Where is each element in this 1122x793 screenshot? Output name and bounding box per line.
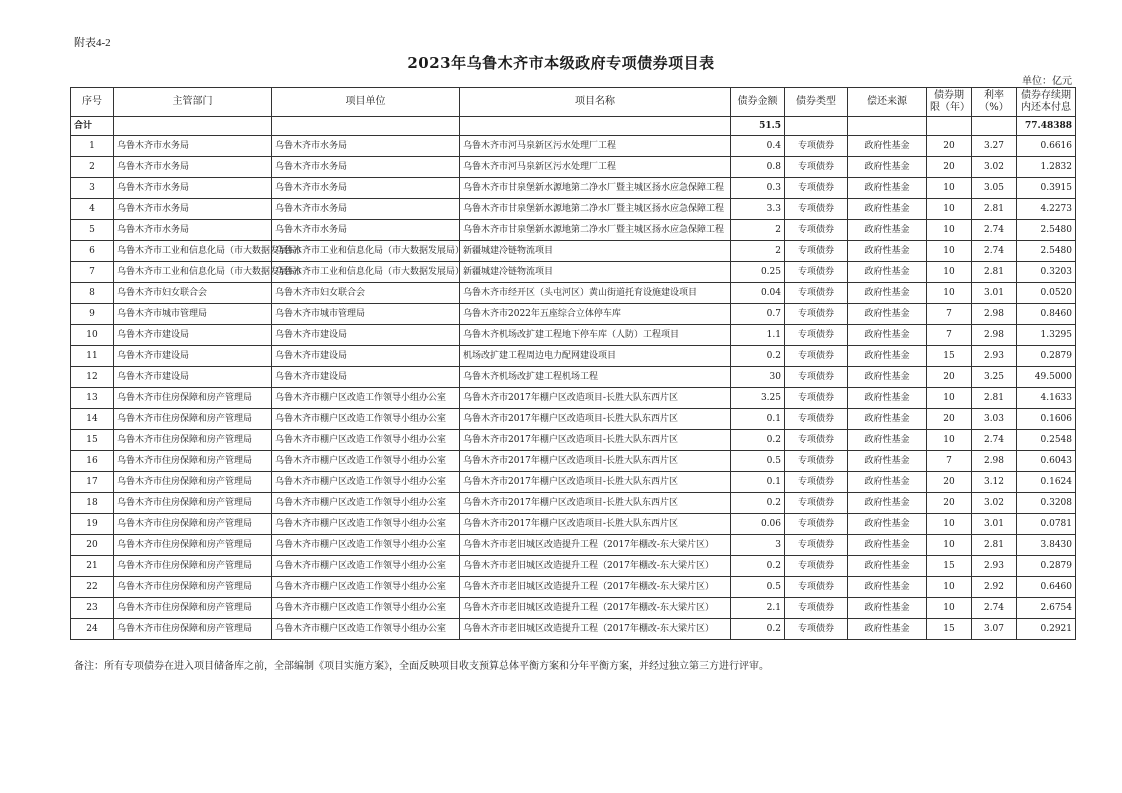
cell-dept: 乌鲁木齐市建设局 <box>114 346 272 367</box>
cell-unit: 乌鲁木齐市妇女联合会 <box>272 283 460 304</box>
cell-term: 10 <box>927 262 972 283</box>
cell-source: 政府性基金 <box>848 472 927 493</box>
cell-no: 4 <box>71 199 114 220</box>
cell-source: 政府性基金 <box>848 409 927 430</box>
cell-amount: 0.06 <box>731 514 785 535</box>
table-row <box>71 325 1076 346</box>
cell-repay: 0.6460 <box>1017 577 1076 598</box>
cell-source: 政府性基金 <box>848 451 927 472</box>
cell-dept: 乌鲁木齐市住房保障和房产管理局 <box>114 598 272 619</box>
cell-unit: 乌鲁木齐市水务局 <box>272 199 460 220</box>
cell-repay: 0.1606 <box>1017 409 1076 430</box>
cell-unit: 乌鲁木齐市棚户区改造工作领导小组办公室 <box>272 535 460 556</box>
cell-unit: 乌鲁木齐市棚户区改造工作领导小组办公室 <box>272 451 460 472</box>
footnote: 备注：所有专项债券在进入项目储备库之前，全部编制《项目实施方案》，全面反映项目收支预算总体平衡方案和分年平衡方案，并经过独立第三方进行评审。 <box>74 661 769 672</box>
cell-rate: 2.92 <box>972 577 1017 598</box>
cell-type: 专项债券 <box>785 157 848 178</box>
total-cell-empty <box>927 117 972 136</box>
cell-type: 专项债券 <box>785 199 848 220</box>
cell-term: 10 <box>927 430 972 451</box>
cell-rate: 3.25 <box>972 367 1017 388</box>
cell-dept: 乌鲁木齐市水务局 <box>114 178 272 199</box>
cell-dept: 乌鲁木齐市城市管理局 <box>114 304 272 325</box>
cell-repay: 1.3295 <box>1017 325 1076 346</box>
table-row <box>71 367 1076 388</box>
cell-type: 专项债券 <box>785 451 848 472</box>
total-label: 合计 <box>71 117 114 136</box>
cell-repay: 1.2832 <box>1017 157 1076 178</box>
cell-dept: 乌鲁木齐市住房保障和房产管理局 <box>114 430 272 451</box>
cell-term: 20 <box>927 157 972 178</box>
appendix-label: 附表4-2 <box>74 37 111 49</box>
cell-project: 乌鲁木齐市老旧城区改造提升工程（2017年棚改-东大梁片区） <box>460 577 731 598</box>
cell-amount: 3.25 <box>731 388 785 409</box>
cell-amount: 2 <box>731 241 785 262</box>
cell-project: 乌鲁木齐市经开区（头屯河区）黄山街道托育设施建设项目 <box>460 283 731 304</box>
cell-type: 专项债券 <box>785 430 848 451</box>
cell-type: 专项债券 <box>785 346 848 367</box>
cell-dept: 乌鲁木齐市住房保障和房产管理局 <box>114 388 272 409</box>
total-cell-empty <box>272 117 460 136</box>
cell-amount: 0.3 <box>731 178 785 199</box>
cell-no: 22 <box>71 577 114 598</box>
table-row <box>71 136 1076 157</box>
cell-no: 11 <box>71 346 114 367</box>
table-row <box>71 346 1076 367</box>
cell-rate: 2.81 <box>972 262 1017 283</box>
cell-dept: 乌鲁木齐市水务局 <box>114 199 272 220</box>
cell-amount: 2.1 <box>731 598 785 619</box>
total-row <box>71 117 1076 136</box>
cell-source: 政府性基金 <box>848 619 927 640</box>
cell-project: 乌鲁木齐市2017年棚户区改造项目-长胜大队东西片区 <box>460 388 731 409</box>
cell-rate: 3.12 <box>972 472 1017 493</box>
cell-dept: 乌鲁木齐市住房保障和房产管理局 <box>114 556 272 577</box>
cell-project: 乌鲁木齐市2017年棚户区改造项目-长胜大队东西片区 <box>460 493 731 514</box>
cell-unit: 乌鲁木齐市建设局 <box>272 346 460 367</box>
cell-repay: 0.2879 <box>1017 346 1076 367</box>
cell-type: 专项债券 <box>785 241 848 262</box>
cell-project: 乌鲁木齐市2017年棚户区改造项目-长胜大队东西片区 <box>460 472 731 493</box>
cell-unit: 乌鲁木齐市棚户区改造工作领导小组办公室 <box>272 514 460 535</box>
cell-project: 乌鲁木齐市甘泉堡新水源地第二净水厂暨主城区扬水应急保障工程 <box>460 178 731 199</box>
cell-source: 政府性基金 <box>848 199 927 220</box>
cell-rate: 2.74 <box>972 430 1017 451</box>
cell-project: 乌鲁木齐市老旧城区改造提升工程（2017年棚改-东大梁片区） <box>460 598 731 619</box>
cell-type: 专项债券 <box>785 220 848 241</box>
cell-dept: 乌鲁木齐市水务局 <box>114 136 272 157</box>
cell-dept: 乌鲁木齐市建设局 <box>114 367 272 388</box>
cell-repay: 0.3208 <box>1017 493 1076 514</box>
cell-dept: 乌鲁木齐市住房保障和房产管理局 <box>114 619 272 640</box>
cell-type: 专项债券 <box>785 577 848 598</box>
table-row <box>71 241 1076 262</box>
cell-term: 20 <box>927 136 972 157</box>
cell-type: 专项债券 <box>785 493 848 514</box>
cell-repay: 2.5480 <box>1017 220 1076 241</box>
cell-term: 20 <box>927 493 972 514</box>
cell-unit: 乌鲁木齐市水务局 <box>272 157 460 178</box>
cell-no: 10 <box>71 325 114 346</box>
cell-project: 乌鲁木齐市老旧城区改造提升工程（2017年棚改-东大梁片区） <box>460 535 731 556</box>
cell-rate: 3.27 <box>972 136 1017 157</box>
cell-no: 2 <box>71 157 114 178</box>
cell-unit: 乌鲁木齐市工业和信息化局（市大数据发展局） <box>272 241 460 262</box>
cell-no: 19 <box>71 514 114 535</box>
total-cell-empty <box>785 117 848 136</box>
cell-source: 政府性基金 <box>848 220 927 241</box>
cell-source: 政府性基金 <box>848 535 927 556</box>
cell-repay: 0.0781 <box>1017 514 1076 535</box>
cell-rate: 2.74 <box>972 598 1017 619</box>
cell-no: 18 <box>71 493 114 514</box>
cell-no: 5 <box>71 220 114 241</box>
cell-rate: 3.03 <box>972 409 1017 430</box>
cell-source: 政府性基金 <box>848 577 927 598</box>
table-row <box>71 283 1076 304</box>
cell-repay: 0.0520 <box>1017 283 1076 304</box>
cell-type: 专项债券 <box>785 556 848 577</box>
cell-no: 17 <box>71 472 114 493</box>
cell-source: 政府性基金 <box>848 430 927 451</box>
cell-no: 24 <box>71 619 114 640</box>
cell-source: 政府性基金 <box>848 493 927 514</box>
cell-rate: 2.74 <box>972 220 1017 241</box>
cell-amount: 1.1 <box>731 325 785 346</box>
col-header-type: 债券类型 <box>785 88 848 117</box>
cell-no: 3 <box>71 178 114 199</box>
cell-rate: 2.98 <box>972 451 1017 472</box>
cell-source: 政府性基金 <box>848 367 927 388</box>
cell-amount: 0.2 <box>731 493 785 514</box>
cell-rate: 3.05 <box>972 178 1017 199</box>
table-row <box>71 577 1076 598</box>
table-row <box>71 556 1076 577</box>
cell-amount: 0.2 <box>731 430 785 451</box>
total-amount: 51.5 <box>731 117 785 136</box>
cell-term: 15 <box>927 619 972 640</box>
cell-project: 乌鲁木齐机场改扩建工程机场工程 <box>460 367 731 388</box>
cell-term: 10 <box>927 577 972 598</box>
cell-project: 乌鲁木齐市河马泉新区污水处理厂工程 <box>460 136 731 157</box>
cell-amount: 0.2 <box>731 619 785 640</box>
cell-amount: 30 <box>731 367 785 388</box>
cell-type: 专项债券 <box>785 304 848 325</box>
table-row <box>71 514 1076 535</box>
cell-unit: 乌鲁木齐市建设局 <box>272 325 460 346</box>
cell-amount: 0.1 <box>731 409 785 430</box>
cell-unit: 乌鲁木齐市棚户区改造工作领导小组办公室 <box>272 619 460 640</box>
cell-project: 新疆城建冷链物流项目 <box>460 241 731 262</box>
cell-term: 15 <box>927 556 972 577</box>
cell-term: 7 <box>927 304 972 325</box>
cell-unit: 乌鲁木齐市棚户区改造工作领导小组办公室 <box>272 598 460 619</box>
cell-type: 专项债券 <box>785 178 848 199</box>
cell-source: 政府性基金 <box>848 262 927 283</box>
cell-term: 10 <box>927 199 972 220</box>
cell-type: 专项债券 <box>785 535 848 556</box>
cell-repay: 0.2548 <box>1017 430 1076 451</box>
cell-dept: 乌鲁木齐市住房保障和房产管理局 <box>114 535 272 556</box>
cell-amount: 0.4 <box>731 136 785 157</box>
table-row <box>71 220 1076 241</box>
cell-source: 政府性基金 <box>848 598 927 619</box>
cell-rate: 3.01 <box>972 514 1017 535</box>
cell-amount: 0.1 <box>731 472 785 493</box>
total-cell-empty <box>848 117 927 136</box>
table-row <box>71 472 1076 493</box>
cell-repay: 4.2273 <box>1017 199 1076 220</box>
cell-term: 20 <box>927 367 972 388</box>
table-header-row <box>71 88 1076 117</box>
cell-source: 政府性基金 <box>848 388 927 409</box>
cell-unit: 乌鲁木齐市棚户区改造工作领导小组办公室 <box>272 430 460 451</box>
cell-project: 机场改扩建工程周边电力配网建设项目 <box>460 346 731 367</box>
cell-source: 政府性基金 <box>848 346 927 367</box>
cell-term: 7 <box>927 451 972 472</box>
cell-amount: 0.04 <box>731 283 785 304</box>
table-row <box>71 199 1076 220</box>
cell-repay: 0.1624 <box>1017 472 1076 493</box>
col-header-rate: 利率（%） <box>972 88 1017 117</box>
cell-rate: 2.98 <box>972 325 1017 346</box>
bond-project-table <box>70 87 1076 640</box>
cell-rate: 2.93 <box>972 346 1017 367</box>
cell-type: 专项债券 <box>785 472 848 493</box>
cell-rate: 3.01 <box>972 283 1017 304</box>
cell-unit: 乌鲁木齐市水务局 <box>272 136 460 157</box>
cell-source: 政府性基金 <box>848 241 927 262</box>
cell-repay: 0.3915 <box>1017 178 1076 199</box>
cell-no: 7 <box>71 262 114 283</box>
cell-unit: 乌鲁木齐市棚户区改造工作领导小组办公室 <box>272 472 460 493</box>
cell-dept: 乌鲁木齐市妇女联合会 <box>114 283 272 304</box>
cell-term: 7 <box>927 325 972 346</box>
table-row <box>71 304 1076 325</box>
cell-rate: 2.74 <box>972 241 1017 262</box>
cell-dept: 乌鲁木齐市水务局 <box>114 220 272 241</box>
cell-project: 乌鲁木齐机场改扩建工程地下停车库（人防）工程项目 <box>460 325 731 346</box>
cell-no: 14 <box>71 409 114 430</box>
cell-amount: 3.3 <box>731 199 785 220</box>
cell-no: 6 <box>71 241 114 262</box>
cell-dept: 乌鲁木齐市住房保障和房产管理局 <box>114 451 272 472</box>
cell-project: 乌鲁木齐市老旧城区改造提升工程（2017年棚改-东大梁片区） <box>460 556 731 577</box>
cell-rate: 2.81 <box>972 535 1017 556</box>
cell-rate: 3.07 <box>972 619 1017 640</box>
cell-dept: 乌鲁木齐市住房保障和房产管理局 <box>114 514 272 535</box>
cell-dept: 乌鲁木齐市住房保障和房产管理局 <box>114 493 272 514</box>
cell-rate: 3.02 <box>972 157 1017 178</box>
cell-type: 专项债券 <box>785 136 848 157</box>
cell-repay: 0.3203 <box>1017 262 1076 283</box>
table-row <box>71 178 1076 199</box>
cell-source: 政府性基金 <box>848 178 927 199</box>
cell-unit: 乌鲁木齐市工业和信息化局（市大数据发展局） <box>272 262 460 283</box>
cell-type: 专项债券 <box>785 619 848 640</box>
cell-rate: 2.81 <box>972 199 1017 220</box>
cell-project: 乌鲁木齐市河马泉新区污水处理厂工程 <box>460 157 731 178</box>
col-header-project: 项目名称 <box>460 88 731 117</box>
cell-unit: 乌鲁木齐市棚户区改造工作领导小组办公室 <box>272 577 460 598</box>
cell-term: 10 <box>927 220 972 241</box>
col-header-no: 序号 <box>71 88 114 117</box>
table-row <box>71 535 1076 556</box>
table-row <box>71 430 1076 451</box>
cell-unit: 乌鲁木齐市建设局 <box>272 367 460 388</box>
cell-dept: 乌鲁木齐市工业和信息化局（市大数据发展局） <box>114 241 272 262</box>
cell-project: 乌鲁木齐市甘泉堡新水源地第二净水厂暨主城区扬水应急保障工程 <box>460 199 731 220</box>
cell-no: 23 <box>71 598 114 619</box>
cell-no: 9 <box>71 304 114 325</box>
cell-amount: 0.7 <box>731 304 785 325</box>
cell-source: 政府性基金 <box>848 304 927 325</box>
cell-source: 政府性基金 <box>848 556 927 577</box>
cell-repay: 49.5000 <box>1017 367 1076 388</box>
cell-amount: 0.2 <box>731 346 785 367</box>
cell-dept: 乌鲁木齐市住房保障和房产管理局 <box>114 409 272 430</box>
table-row <box>71 157 1076 178</box>
cell-term: 15 <box>927 346 972 367</box>
table-row <box>71 493 1076 514</box>
cell-dept: 乌鲁木齐市水务局 <box>114 157 272 178</box>
cell-no: 20 <box>71 535 114 556</box>
cell-repay: 2.5480 <box>1017 241 1076 262</box>
cell-term: 10 <box>927 388 972 409</box>
cell-repay: 2.6754 <box>1017 598 1076 619</box>
cell-dept: 乌鲁木齐市住房保障和房产管理局 <box>114 577 272 598</box>
col-header-dept: 主管部门 <box>114 88 272 117</box>
cell-dept: 乌鲁木齐市住房保障和房产管理局 <box>114 472 272 493</box>
cell-repay: 4.1633 <box>1017 388 1076 409</box>
cell-project: 乌鲁木齐市2022年五座综合立体停车库 <box>460 304 731 325</box>
cell-type: 专项债券 <box>785 367 848 388</box>
cell-no: 21 <box>71 556 114 577</box>
col-header-repay: 债券存续期内还本付息 <box>1017 88 1076 117</box>
cell-amount: 0.8 <box>731 157 785 178</box>
cell-project: 乌鲁木齐市2017年棚户区改造项目-长胜大队东西片区 <box>460 430 731 451</box>
cell-amount: 0.5 <box>731 451 785 472</box>
cell-source: 政府性基金 <box>848 283 927 304</box>
cell-repay: 0.6616 <box>1017 136 1076 157</box>
cell-term: 10 <box>927 598 972 619</box>
cell-amount: 3 <box>731 535 785 556</box>
cell-term: 10 <box>927 178 972 199</box>
cell-repay: 3.8430 <box>1017 535 1076 556</box>
table-row <box>71 451 1076 472</box>
cell-project: 乌鲁木齐市2017年棚户区改造项目-长胜大队东西片区 <box>460 514 731 535</box>
cell-unit: 乌鲁木齐市棚户区改造工作领导小组办公室 <box>272 409 460 430</box>
cell-rate: 2.81 <box>972 388 1017 409</box>
cell-dept: 乌鲁木齐市工业和信息化局（市大数据发展局） <box>114 262 272 283</box>
table-row <box>71 409 1076 430</box>
col-header-amount: 债券金额 <box>731 88 785 117</box>
col-header-term: 债券期限（年） <box>927 88 972 117</box>
cell-repay: 0.2879 <box>1017 556 1076 577</box>
cell-repay: 0.2921 <box>1017 619 1076 640</box>
cell-unit: 乌鲁木齐市棚户区改造工作领导小组办公室 <box>272 556 460 577</box>
cell-no: 1 <box>71 136 114 157</box>
cell-unit: 乌鲁木齐市城市管理局 <box>272 304 460 325</box>
cell-project: 乌鲁木齐市2017年棚户区改造项目-长胜大队东西片区 <box>460 451 731 472</box>
cell-project: 乌鲁木齐市老旧城区改造提升工程（2017年棚改-东大梁片区） <box>460 619 731 640</box>
cell-amount: 0.5 <box>731 577 785 598</box>
cell-no: 13 <box>71 388 114 409</box>
cell-type: 专项债券 <box>785 598 848 619</box>
cell-source: 政府性基金 <box>848 325 927 346</box>
cell-type: 专项债券 <box>785 325 848 346</box>
table-row <box>71 619 1076 640</box>
cell-source: 政府性基金 <box>848 514 927 535</box>
cell-term: 10 <box>927 535 972 556</box>
table-row <box>71 388 1076 409</box>
cell-repay: 0.6043 <box>1017 451 1076 472</box>
cell-type: 专项债券 <box>785 409 848 430</box>
cell-term: 10 <box>927 283 972 304</box>
page-title: 2023年乌鲁木齐市本级政府专项债券项目表 <box>407 54 715 72</box>
cell-unit: 乌鲁木齐市水务局 <box>272 220 460 241</box>
cell-unit: 乌鲁木齐市棚户区改造工作领导小组办公室 <box>272 388 460 409</box>
cell-unit: 乌鲁木齐市水务局 <box>272 178 460 199</box>
cell-project: 乌鲁木齐市2017年棚户区改造项目-长胜大队东西片区 <box>460 409 731 430</box>
cell-unit: 乌鲁木齐市棚户区改造工作领导小组办公室 <box>272 493 460 514</box>
cell-type: 专项债券 <box>785 388 848 409</box>
cell-rate: 2.93 <box>972 556 1017 577</box>
cell-rate: 3.02 <box>972 493 1017 514</box>
cell-no: 15 <box>71 430 114 451</box>
cell-project: 乌鲁木齐市甘泉堡新水源地第二净水厂暨主城区扬水应急保障工程 <box>460 220 731 241</box>
cell-project: 新疆城建冷链物流项目 <box>460 262 731 283</box>
cell-type: 专项债券 <box>785 262 848 283</box>
total-repay: 77.48388 <box>1017 117 1076 136</box>
total-cell-empty <box>972 117 1017 136</box>
col-header-source: 偿还来源 <box>848 88 927 117</box>
cell-term: 10 <box>927 241 972 262</box>
cell-amount: 2 <box>731 220 785 241</box>
cell-term: 20 <box>927 472 972 493</box>
unit-label: 单位：亿元 <box>1022 76 1072 87</box>
total-cell-empty <box>114 117 272 136</box>
cell-type: 专项债券 <box>785 283 848 304</box>
col-header-unit: 项目单位 <box>272 88 460 117</box>
cell-no: 12 <box>71 367 114 388</box>
cell-no: 16 <box>71 451 114 472</box>
table-row <box>71 598 1076 619</box>
total-cell-empty <box>460 117 731 136</box>
cell-source: 政府性基金 <box>848 157 927 178</box>
cell-amount: 0.2 <box>731 556 785 577</box>
cell-type: 专项债券 <box>785 514 848 535</box>
cell-no: 8 <box>71 283 114 304</box>
cell-term: 20 <box>927 409 972 430</box>
cell-dept: 乌鲁木齐市建设局 <box>114 325 272 346</box>
table-row <box>71 262 1076 283</box>
cell-repay: 0.8460 <box>1017 304 1076 325</box>
cell-source: 政府性基金 <box>848 136 927 157</box>
cell-term: 10 <box>927 514 972 535</box>
cell-rate: 2.98 <box>972 304 1017 325</box>
cell-amount: 0.25 <box>731 262 785 283</box>
